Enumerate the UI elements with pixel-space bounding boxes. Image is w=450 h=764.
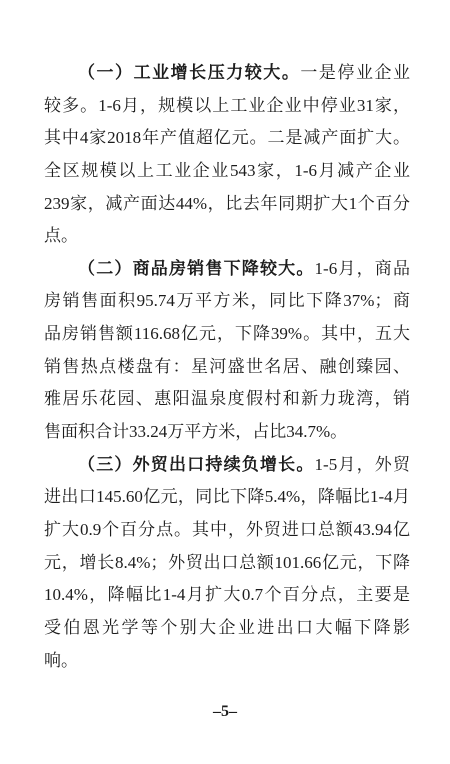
text-line bbox=[44, 57, 410, 90]
page-number: –5– bbox=[213, 703, 237, 720]
text-line: 雅居乐花园、惠阳温泉度假村和新力珑湾，销 bbox=[44, 389, 410, 409]
text-line: 响。 bbox=[44, 650, 78, 670]
section-heading: （二）商品房销售下降较大。 bbox=[78, 258, 315, 278]
text-line: 较多。1-6月，规模以上工业企业中停业31家， bbox=[44, 95, 410, 115]
text-line: 全区规模以上工业企业543家，1-6月减产企业 bbox=[44, 160, 410, 180]
text-line: 品房销售额116.68亿元，下降39%。其中，五大 bbox=[44, 324, 410, 344]
text-line: 房销售面积95.74万平方米，同比下降37%；商 bbox=[44, 291, 410, 311]
text-line: 售面积合计33.24万平方米，占比34.7%。 bbox=[44, 422, 348, 442]
line-text: 1-6月，商品 bbox=[314, 258, 410, 278]
text-line: 进出口145.60亿元，同比下降5.4%，降幅比1-4月 bbox=[44, 487, 410, 507]
line-text: 一是停业企业 bbox=[300, 63, 411, 82]
section-housing-sales bbox=[44, 253, 410, 449]
text-line: 元，增长8.4%；外贸出口总额101.66亿元，下降 bbox=[44, 552, 410, 572]
text-line bbox=[44, 253, 410, 286]
section-heading: （三）外贸出口持续负增长。 bbox=[78, 454, 315, 474]
text-line: 10.4%，降幅比1-4月扩大0.7个百分点，主要是 bbox=[44, 585, 410, 605]
text-line: 销售热点楼盘有：星河盛世名居、融创臻园、 bbox=[44, 356, 410, 376]
text-line: 239家，减产面达44%，比去年同期扩大1个百分 bbox=[44, 193, 410, 213]
text-line: 扩大0.9个百分点。其中，外贸进口总额43.94亿 bbox=[44, 519, 410, 539]
text-line: 点。 bbox=[44, 226, 78, 246]
section-heading: （一）工业增长压力较大。 bbox=[78, 63, 301, 82]
text-line bbox=[44, 449, 410, 482]
section-industrial-growth bbox=[44, 57, 410, 253]
text-line: 受伯恩光学等个别大企业进出口大幅下降影 bbox=[44, 617, 410, 637]
line-text: 1-5月，外贸 bbox=[314, 454, 410, 474]
text-line: 其中4家2018年产值超亿元。二是减产面扩大。 bbox=[44, 128, 410, 148]
document-body bbox=[44, 57, 410, 677]
section-foreign-trade bbox=[44, 449, 410, 677]
